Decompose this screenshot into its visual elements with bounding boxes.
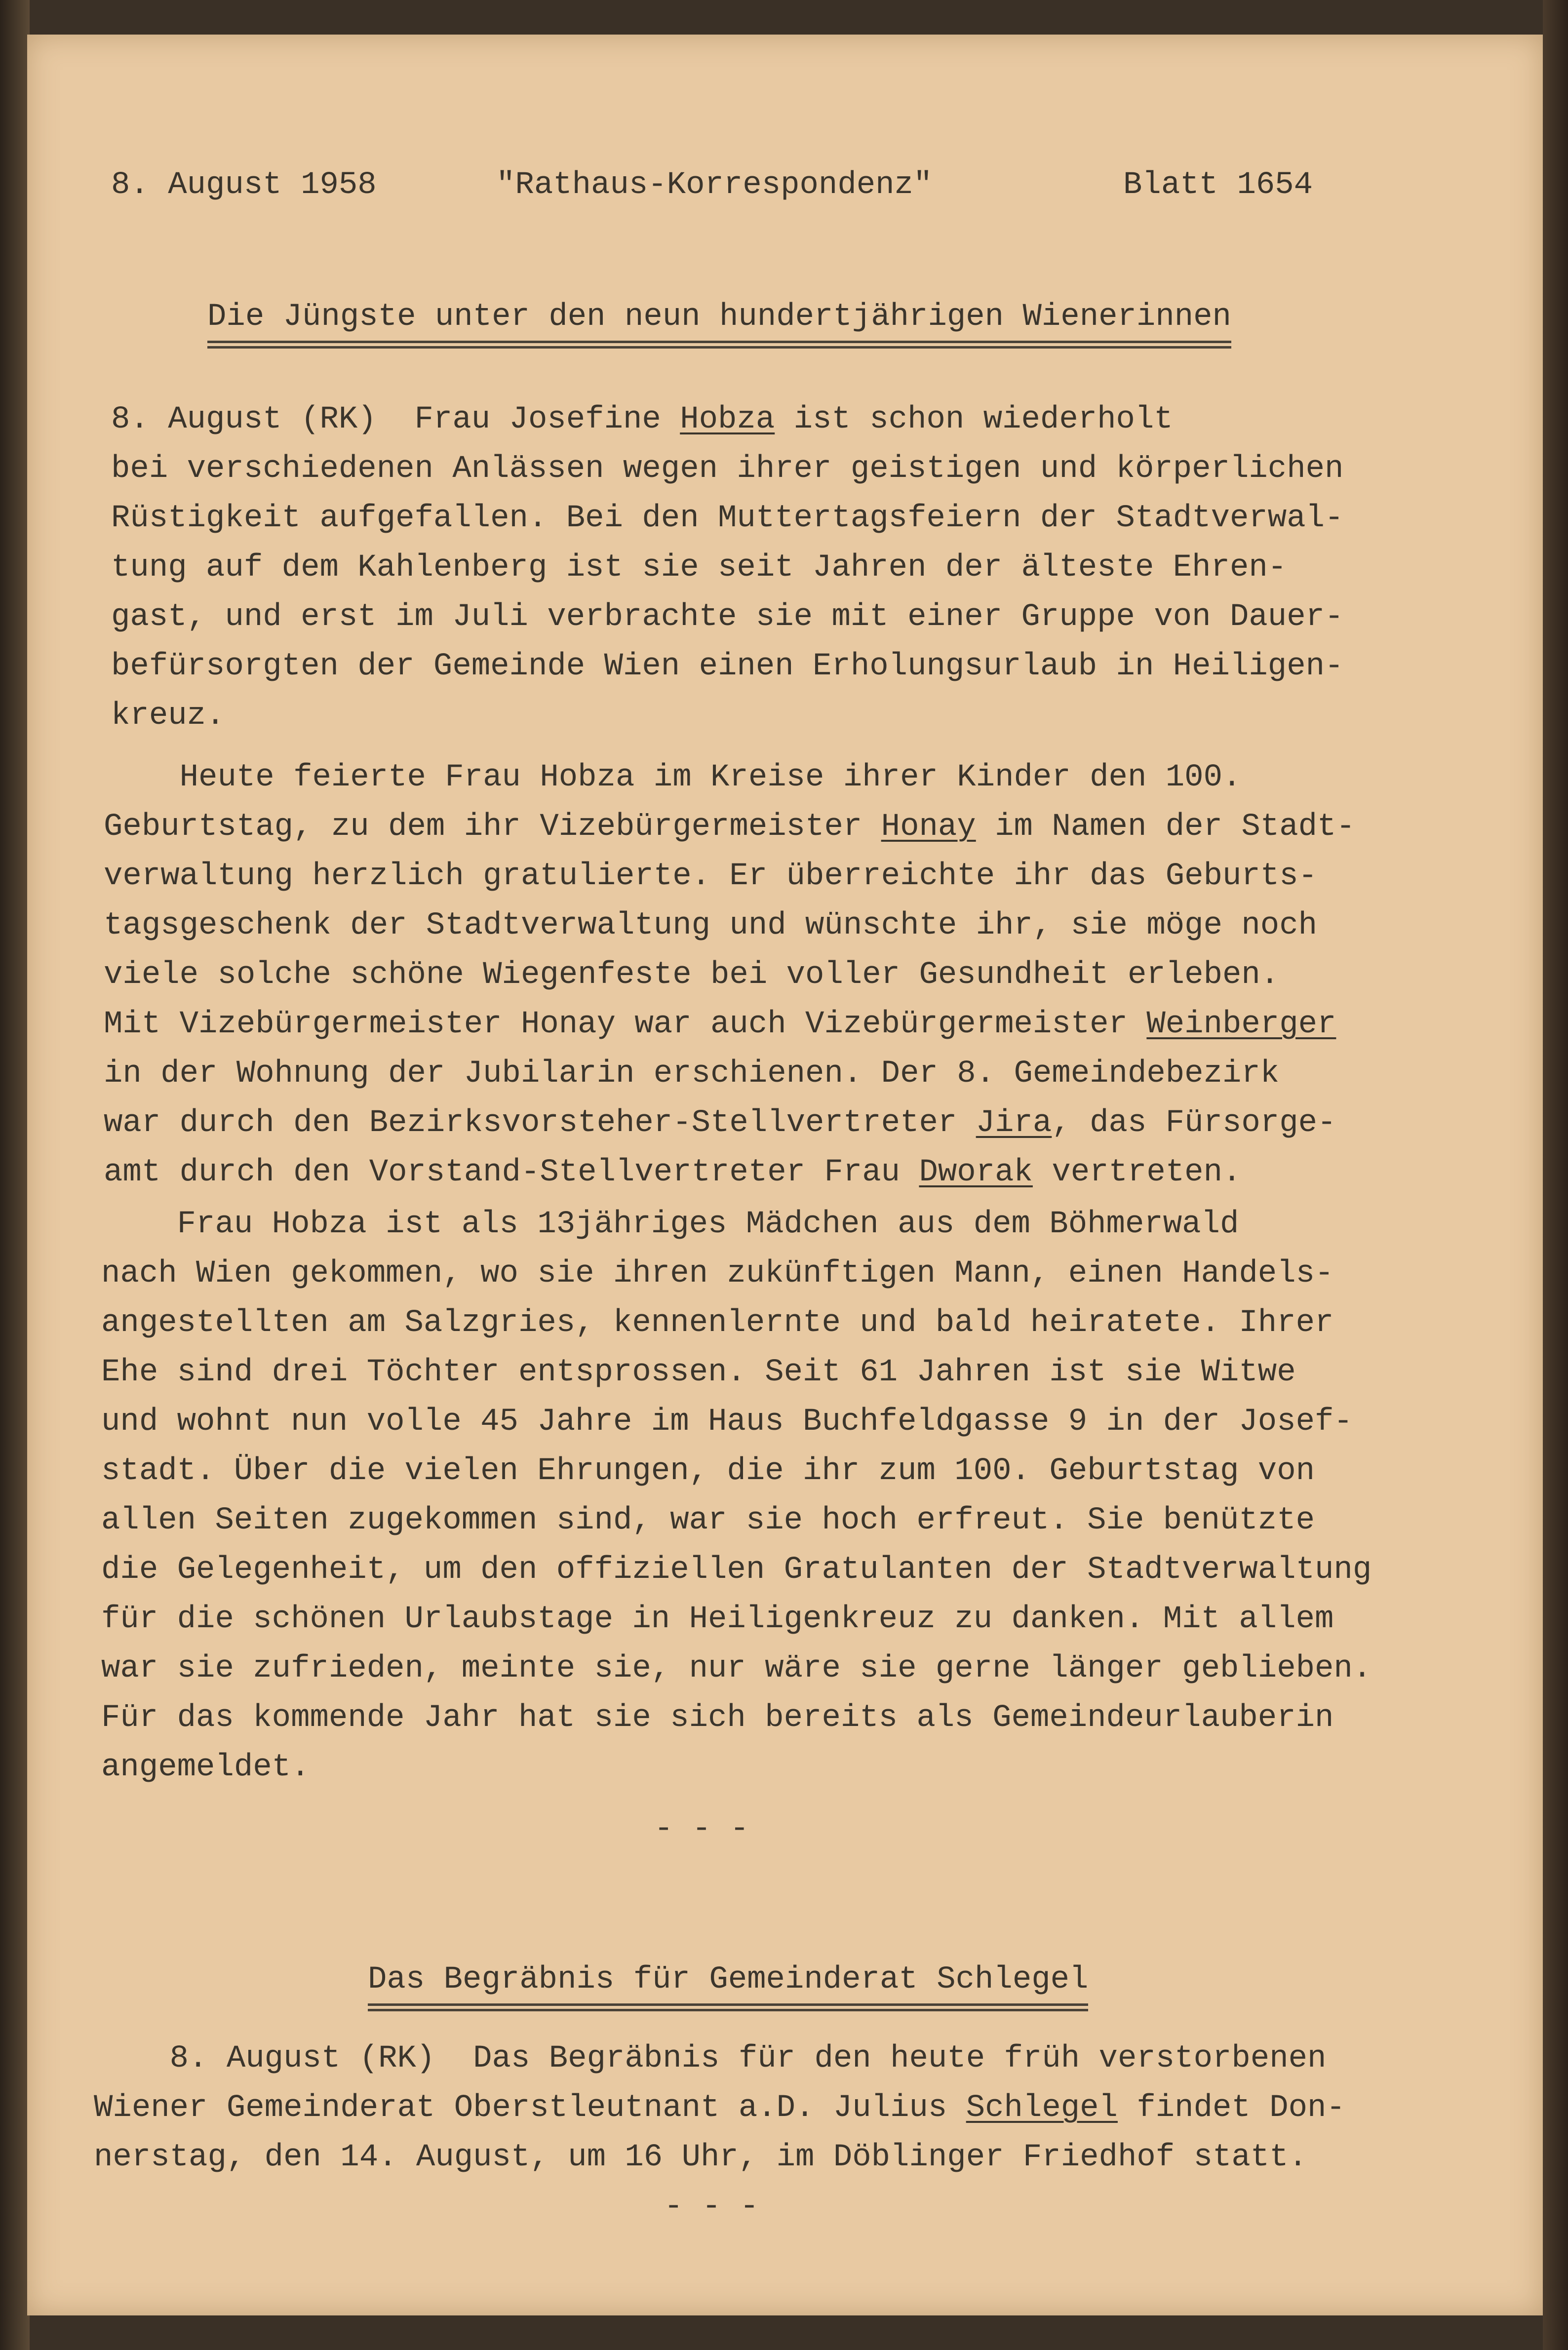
section-separator: - - - — [664, 2189, 759, 2225]
book-spine — [0, 0, 30, 2350]
article-2-paragraph-1 — [94, 2034, 1345, 2182]
text-run: Heute feierte Frau Hobza im Kreise ihrer Kinder den 100. Geburtstag, zu dem ihr Vizebürgermeister — [104, 760, 1242, 845]
page-edge — [1543, 0, 1568, 2350]
article-2-title — [368, 1959, 1088, 2011]
underlined-name: Weinberger — [1146, 1007, 1336, 1042]
page-header — [111, 163, 1335, 207]
header-sheet-number: Blatt 1654 — [1123, 167, 1313, 203]
underlined-name: Jira — [976, 1105, 1052, 1141]
underlined-name: Dworak — [919, 1155, 1033, 1190]
article-1-paragraph-1 — [111, 395, 1343, 741]
text-run: 8. August (RK) Das Begräbnis für den heute früh verstorbenen Wiener Gemeinderat Oberstleutnant a.D. Julius — [94, 2041, 1327, 2126]
text-run: vertreten. — [1032, 1155, 1242, 1190]
article-1-paragraph-3: Frau Hobza ist als 13jähriges Mädchen aus dem Böhmerwald nach Wien gekommen, wo sie ihren zukünftigen Mann, einen Handels- angestellten am Salzgries, kennenlernte und bald heiratete. Ihrer Ehe sind drei Töchter entsprossen. Seit 61 Jahren ist sie Witwe und wohnt nun volle 45 Jahre im Haus Buchfeldgasse 9 in der Josef- stadt. Über die vielen Ehrungen, die ihr zum 100. Geburtstag von allen Seiten zugekommen sind, war sie hoch erfreut. Sie benützte die Gelegenheit, um den offiziellen Gratulanten der Stadtverwaltung für die schönen Urlaubstage in Heiligenkreuz zu danken. Mit allem war sie zufrieden, meinte sie, nur wäre sie gerne länger geblieben. Für das kommende Jahr hat sie sich bereits als Gemeindeurlauberin angemeldet. — [101, 1207, 1372, 1785]
underlined-name: Honay — [881, 809, 976, 845]
section-separator: - - - — [654, 1811, 749, 1847]
header-date: 8. August 1958 — [111, 167, 377, 203]
double-underline — [207, 341, 1231, 349]
underlined-name: Hobza — [680, 402, 775, 437]
text-run: , das Fürsorge- amt durch den Vorstand-Stellvertreter Frau — [104, 1105, 1336, 1190]
double-underline — [368, 2003, 1088, 2011]
header-publication: "Rathaus-Korrespondenz" — [496, 167, 933, 203]
text-run: ist schon wiederholt bei verschiedenen Anlässen wegen ihrer geistigen und körperlichen Rüstigkeit aufgefallen. Bei den Muttertagsfeiern der Stadtverwal- tung auf dem Kahlenberg ist sie seit Jahren der älteste Ehren- gast, und erst im Juli verbrachte sie mit einer Gruppe von Dauer- befürsorgten der Gemeinde Wien einen Erholungsurlaub in Heiligen- kreuz. — [111, 402, 1344, 734]
article-1-paragraph-2 — [104, 753, 1355, 1197]
text-run: in der Wohnung der Jubilarin erschienen. Der 8. Gemeindebezirk war durch den Bezirksvorsteher-Stellvertreter — [104, 1056, 1280, 1141]
text-run: im Namen der Stadt- verwaltung herzlich gratulierte. Er überreichte ihr das Geburts- tagsgeschenk der Stadtverwaltung und wünschte ihr, sie möge noch viele solche schöne Wiegenfeste bei voller Gesundheit erleben. Mit Vizebürgermeister Honay war auch Vizebürgermeister — [104, 809, 1355, 1042]
article-2-title-text: Das Begräbnis für Gemeinderat Schlegel — [368, 1962, 1089, 1998]
article-1-title — [207, 296, 1231, 349]
underlined-name: Schlegel — [966, 2090, 1118, 2126]
article-1-title-text: Die Jüngste unter den neun hundertjährigen Wienerinnen — [207, 299, 1231, 335]
text-run: 8. August (RK) Frau Josefine — [111, 402, 680, 437]
text-run: findet Don- nerstag, den 14. August, um 16 Uhr, im Döblinger Friedhof statt. — [94, 2090, 1345, 2175]
